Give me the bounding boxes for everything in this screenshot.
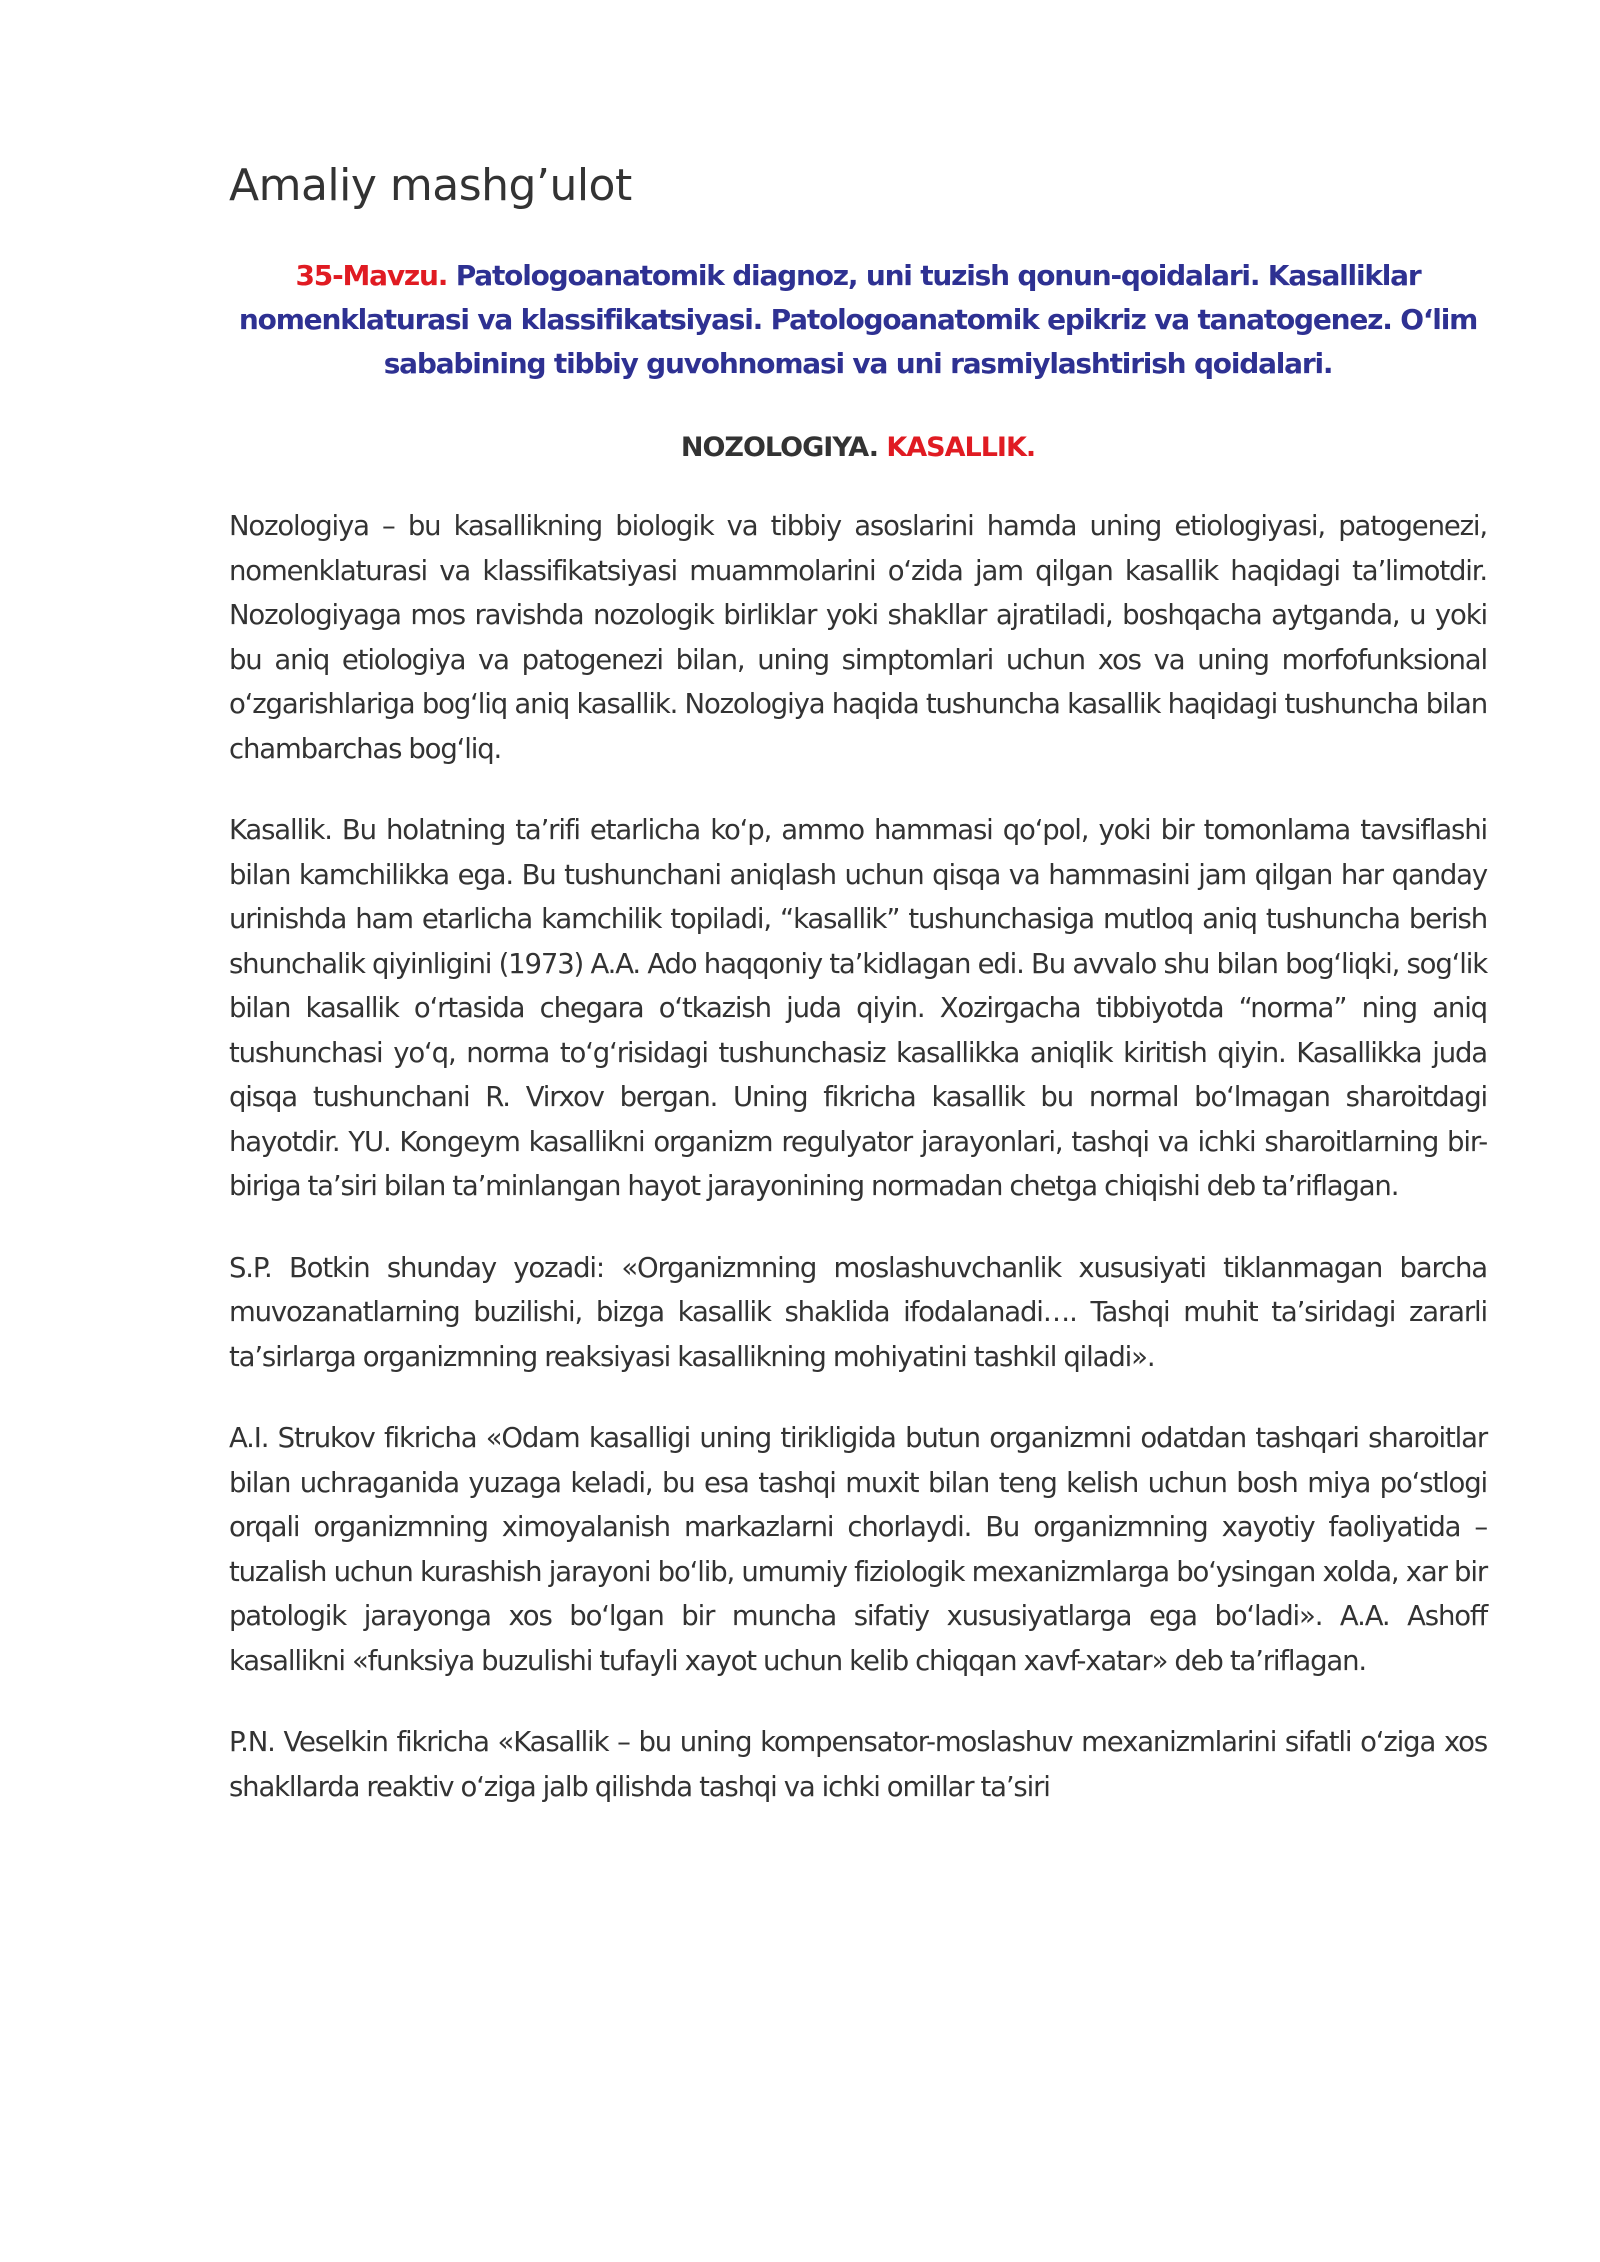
document-page	[229, 158, 1487, 1846]
section-heading-nozologiya: NOZOLOGIYA.	[680, 432, 887, 463]
paragraph-strukov: A.I. Strukov fikricha «Odam kasalligi uning tirikligida butun organizmni odatdan tashqari sharoitlar bilan uchraganida yuzaga keladi, bu esa tashqi muxit bilan teng kelish uchun bosh miya po‘stlogi orqali organizmning ximoyalanish markazlarni chorlaydi. Bu organizmning xayotiy faoliyatida – tuzalish uchun kurashish jarayoni bo‘lib, umumiy fiziologik mexanizmlarga bo‘ysingan xolda, xar bir patologik jarayonga xos bo‘lgan bir muncha sifatiy xususiyatlarga ega bo‘ladi». A.A. Ashoff kasallikni «funksiya buzulishi tufayli xayot uchun kelib chiqqan xavf-xatar» deb ta’riflagan.	[229, 1422, 1487, 1677]
section-heading-kasallik: KASALLIK.	[886, 432, 1036, 463]
paragraph-kasallik: Kasallik. Bu holatning ta’rifi etarlicha ko‘p, ammo hammasi qo‘pol, yoki bir tomonlama tavsiflashi bilan kamchilikka ega. Bu tushunchani aniqlash uchun qisqa va hammasini jam qilgan har qanday urinishda ham etarlicha kamchilik topiladi, “kasallik” tushunchasiga mutloq aniq tushuncha berish shunchalik qiyinligini (1973) A.A. Ado haqqoniy ta’kidlagan edi. Bu avvalo shu bilan bog‘liqki, sog‘lik bilan kasallik o‘rtasida chegara o‘tkazish juda qiyin. Xozirgacha tibbiyotda “norma” ning aniq tushunchasi yo‘q, norma to‘g‘risidagi tushunchasiz kasallikka aniqlik kiritish qiyin. Kasallikka juda qisqa tushunchani R. Virxov bergan. Uning fikricha kasallik bu normal bo‘lmagan sharoitdagi hayotdir. YU. Kongeym kasallikni organizm regulyator jarayonlari, tashqi va ichki sharoitlarning bir-biriga ta’siri bilan ta’minlangan hayot jarayonining normadan chetga chiqishi deb ta’riflagan.	[229, 814, 1487, 1202]
topic-heading	[229, 254, 1487, 386]
topic-number: 35-Mavzu.	[295, 259, 448, 292]
paragraph-nozologiya: Nozologiya – bu kasallikning biologik va tibbiy asoslarini hamda uning etiologiyasi, patogenezi, nomenklaturasi va klassifikatsiyasi muammolarini o‘zida jam qilgan kasallik haqidagi ta’limotdir. Nozologiyaga mos ravishda nozologik birliklar yoki shakllar ajratiladi, boshqacha aytganda, u yoki bu aniq etiologiya va patogenezi bilan, uning simptomlari uchun xos va uning morfofunksional o‘zgarishlariga bog‘liq aniq kasallik. Nozologiya haqida tushuncha kasallik haqidagi tushuncha bilan chambarchas bog‘liq.	[229, 510, 1487, 765]
topic-text: Patologoanatomik diagnoz, uni tuzish qonun-qoidalari. Kasalliklar nomenklaturasi va klassifikatsiyasi. Patologoanatomik epikriz va tanatogenez. O‘lim sababining tibbiy guvohnomasi va uni rasmiylashtirish qoidalari.	[238, 259, 1478, 380]
paragraph-botkin: S.P. Botkin shunday yozadi: «Organizmning moslashuvchanlik xususiyati tiklanmagan barcha muvozanatlarning buzilishi, bizga kasallik shaklida ifodalanadi…. Tashqi muhit ta’siridagi zararli ta’sirlarga organizmning reaksiyasi kasallikning mohiyatini tashkil qiladi».	[229, 1251, 1487, 1373]
section-heading	[229, 428, 1487, 468]
document-title: Amaliy mashg’ulot	[229, 160, 632, 211]
paragraph-veselkin: P.N. Veselkin fikricha «Kasallik – bu uning kompensator-moslashuv mexanizmlarini sifatli o‘ziga xos shakllarda reaktiv o‘ziga jalb qilishda tashqi va ichki omillar ta’siri	[229, 1726, 1487, 1803]
